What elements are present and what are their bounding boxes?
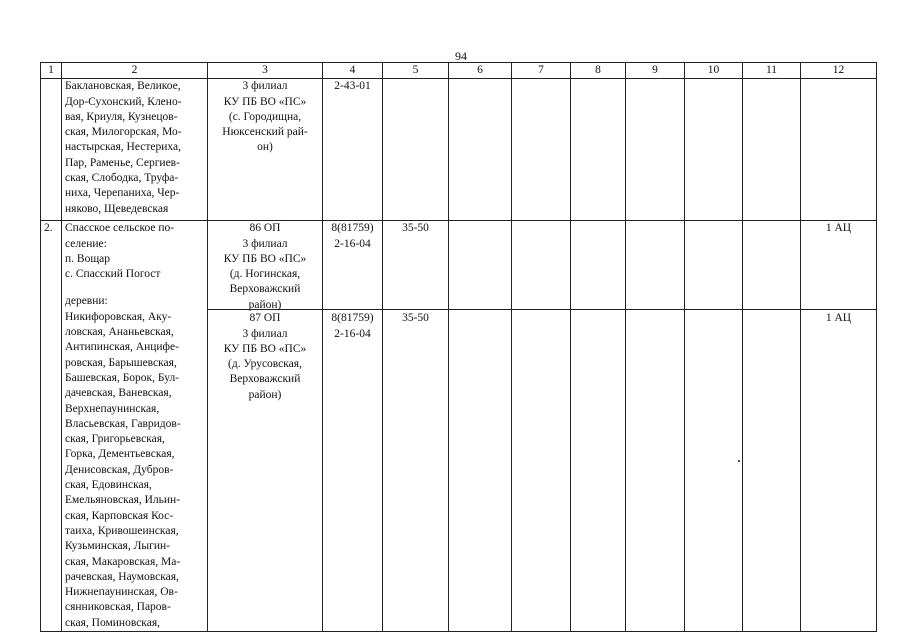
distance-cell [383, 221, 449, 632]
fire-unit-cell: 3 филиал КУ ПБ ВО «ПС» (с. Городищна, Нюксенский рай- он) [208, 79, 323, 221]
villages-label: деревни: [65, 295, 108, 308]
col-num-12: 12 [801, 63, 877, 79]
column-number-row [41, 63, 877, 79]
page-number: 94 [455, 49, 467, 63]
empty-cell [685, 221, 743, 632]
village-line: ская, Поминовская, [65, 616, 160, 629]
empty-cell [449, 221, 512, 632]
settlement-line: ниха, Черепаниха, Чер- [65, 187, 180, 200]
village-line: ская, Макаровская, Ма- [65, 555, 181, 568]
col-num-8: 8 [571, 63, 626, 79]
phone-86: 8(81759) 2-16-04 [323, 221, 382, 310]
equipment-cell [801, 79, 877, 221]
table-row [41, 79, 877, 221]
village-line: Антипинская, Анцифе- [65, 341, 179, 354]
village-line: ская, Едовинская, [65, 479, 152, 492]
settlement-line: ская, Милогорская, Мо- [65, 126, 182, 139]
empty-cell [685, 79, 743, 221]
phone-cell: 2-43-01 [323, 79, 383, 221]
village-line: Никифоровская, Аку- [65, 310, 172, 323]
village-line: ровская, Барышевская, [65, 356, 177, 369]
settlement-line: няково, Щеведевская [65, 202, 169, 215]
empty-cell [571, 79, 626, 221]
settlement-line: Спасское сельское по- [65, 222, 175, 235]
village-line: Горка, Дементьевская, [65, 448, 175, 461]
settlement-line: селение: [65, 237, 107, 250]
distance-cell [383, 79, 449, 221]
settlement-line: п. Вощар [65, 252, 111, 265]
col-num-4: 4 [323, 63, 383, 79]
village-line: Верхнепаунинская, [65, 402, 160, 415]
village-line: таиха, Кривошеинская, [65, 524, 179, 537]
col-num-6: 6 [449, 63, 512, 79]
settlement-line: ская, Слободка, Труфа- [65, 172, 179, 185]
village-line: Денисовская, Дубров- [65, 463, 174, 476]
village-line: Нижнепаунинская, Ов- [65, 586, 178, 599]
settlement-line: с. Спасский Погост [65, 268, 161, 281]
settlement-line: Баклановская, Великое, [65, 80, 181, 93]
col-num-2: 2 [62, 63, 208, 79]
empty-cell [743, 79, 801, 221]
village-line: Емельяновская, Ильин- [65, 494, 181, 507]
equipment-cell [801, 221, 877, 632]
equipment-87: 1 АЦ [825, 312, 852, 325]
row-number [41, 79, 62, 221]
empty-cell [743, 221, 801, 632]
col-num-5: 5 [383, 63, 449, 79]
empty-cell [626, 79, 685, 221]
scan-speck [738, 460, 740, 462]
equipment-86: 1 АЦ [801, 221, 876, 310]
settlement-list-cell [62, 221, 208, 632]
phone-cell [323, 221, 383, 632]
village-line: дачевская, Ваневская, [65, 387, 172, 400]
empty-cell [449, 79, 512, 221]
settlement-line: вая, Криуля, Кузнецов- [65, 110, 178, 123]
fire-unit-87: 87 ОП 3 филиал КУ ПБ ВО «ПС» (д. Урусовская, Верховажский район) [223, 312, 307, 401]
col-num-7: 7 [512, 63, 571, 79]
village-line: рачевская, Наумовская, [65, 570, 179, 583]
col-num-11: 11 [743, 63, 801, 79]
village-line: Кузьминская, Лыгин- [65, 540, 170, 553]
village-line: Башевская, Борок, Бул- [65, 371, 180, 384]
settlement-line: Дор-Сухонский, Клено- [65, 95, 182, 108]
settlement-fire-coverage-table [40, 62, 877, 632]
settlement-list-cell [62, 79, 208, 221]
settlement-line: Пар, Раменье, Сергиев- [65, 156, 180, 169]
village-line: ловская, Ананьевская, [65, 326, 174, 339]
village-line: ская, Карповская Кос- [65, 509, 174, 522]
col-num-3: 3 [208, 63, 323, 79]
col-num-9: 9 [626, 63, 685, 79]
phone-87: 8(81759) 2-16-04 [331, 312, 374, 340]
table-row [41, 221, 877, 632]
fire-unit-cell [208, 221, 323, 632]
empty-cell [571, 221, 626, 632]
col-num-1: 1 [41, 63, 62, 79]
empty-cell [512, 79, 571, 221]
village-line: сянниковская, Паров- [65, 601, 171, 614]
distance-86: 35-50 [383, 221, 448, 310]
distance-87: 35-50 [402, 312, 429, 325]
col-num-10: 10 [685, 63, 743, 79]
fire-unit-86: 86 ОП 3 филиал КУ ПБ ВО «ПС» (д. Ногинская, Верховажский район) [208, 221, 322, 310]
empty-cell [512, 221, 571, 632]
empty-cell [626, 221, 685, 632]
row-number: 2. [41, 221, 62, 632]
village-line: ская, Григорьевская, [65, 433, 165, 446]
settlement-line: настырская, Нестериха, [65, 141, 181, 154]
village-line: Власьевская, Гавридов- [65, 417, 181, 430]
